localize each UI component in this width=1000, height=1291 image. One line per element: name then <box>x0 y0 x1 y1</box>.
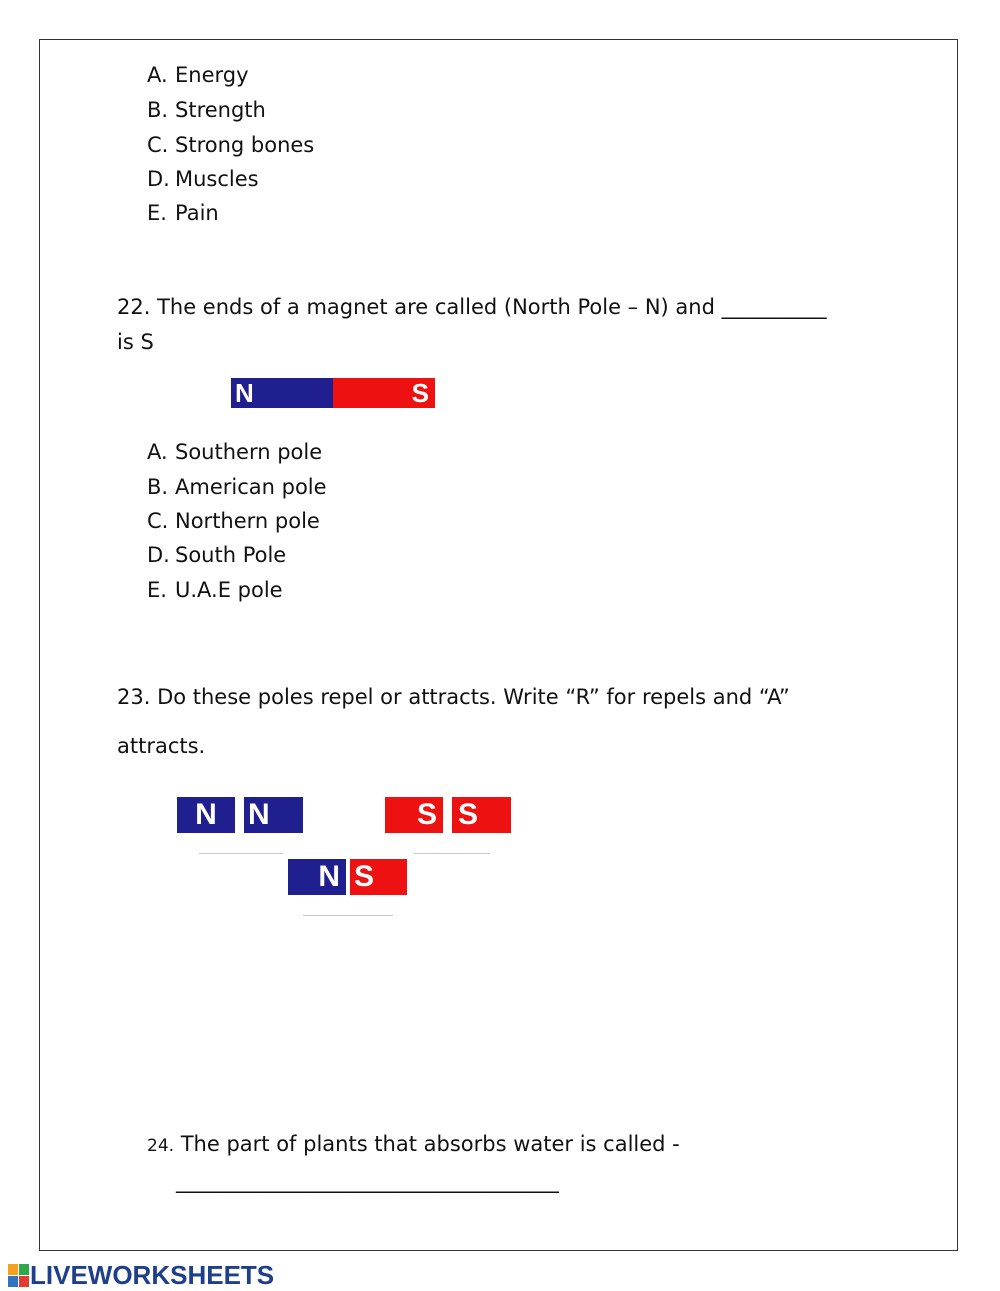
q22-option-c <box>147 508 320 534</box>
option-letter: E. <box>147 201 167 225</box>
option-text: Southern pole <box>175 440 323 464</box>
q22-option-d <box>147 542 286 568</box>
magnet-north-end: N <box>177 797 235 833</box>
option-text: South Pole <box>175 543 287 567</box>
q24-text: The part of plants that absorbs water is called - <box>174 1132 680 1156</box>
option-letter: A. <box>147 63 168 87</box>
liveworksheets-logo <box>8 1260 274 1291</box>
magnet-north-end: N <box>244 797 303 833</box>
option-text: Pain <box>175 201 219 225</box>
magnet-south-end: S <box>333 378 435 408</box>
q21-option-a <box>147 62 249 88</box>
q21-option-b <box>147 97 266 123</box>
option-text: Northern pole <box>175 509 320 533</box>
option-letter: C. <box>147 133 169 157</box>
q23-question-line2: attracts. <box>117 734 206 758</box>
magnet-pair-nn <box>177 797 303 833</box>
q21-option-c <box>147 132 314 158</box>
magnet-pair-ss <box>385 797 511 833</box>
option-text: U.A.E pole <box>175 578 283 602</box>
magnet-pair-ns <box>288 859 407 895</box>
q24-question <box>147 1131 680 1159</box>
option-text: Strength <box>175 98 266 122</box>
q21-option-e <box>147 200 219 226</box>
magnet-north-end: N <box>288 859 346 895</box>
logo-blocks-icon <box>8 1264 30 1288</box>
q22-question-line1: 22. The ends of a magnet are called (North Pole – N) and __________ <box>117 295 827 319</box>
q22-option-e <box>147 577 283 603</box>
logo-text: LIVEWORKSHEETS <box>30 1260 275 1290</box>
option-letter: B. <box>147 98 169 122</box>
q22-option-b <box>147 474 327 500</box>
option-letter: C. <box>147 509 169 533</box>
option-text: Strong bones <box>175 133 315 157</box>
option-text: Muscles <box>175 167 259 191</box>
q24-answer-blank[interactable]: _______________________________________ <box>176 1169 559 1193</box>
option-text: Energy <box>175 63 249 87</box>
answer-line-ss[interactable] <box>414 853 490 854</box>
q22-option-a <box>147 439 322 465</box>
magnet-south-end: S <box>350 859 407 895</box>
magnet-south-end: S <box>452 797 511 833</box>
option-letter: D. <box>147 167 170 191</box>
q23-question-line1: 23. Do these poles repel or attracts. Write “R” for repels and “A” <box>117 685 790 709</box>
option-letter: A. <box>147 440 168 464</box>
option-letter: D. <box>147 543 170 567</box>
magnet-north-end: N <box>231 378 333 408</box>
magnet-south-end: S <box>385 797 443 833</box>
q24-number: 24. <box>147 1136 175 1156</box>
option-text: American pole <box>175 475 327 499</box>
answer-line-ns[interactable] <box>303 915 393 916</box>
option-letter: B. <box>147 475 169 499</box>
q21-option-d <box>147 166 259 192</box>
option-letter: E. <box>147 578 167 602</box>
bar-magnet <box>231 378 435 408</box>
q22-question-line2: is S <box>117 330 154 354</box>
answer-line-nn[interactable] <box>199 853 283 854</box>
